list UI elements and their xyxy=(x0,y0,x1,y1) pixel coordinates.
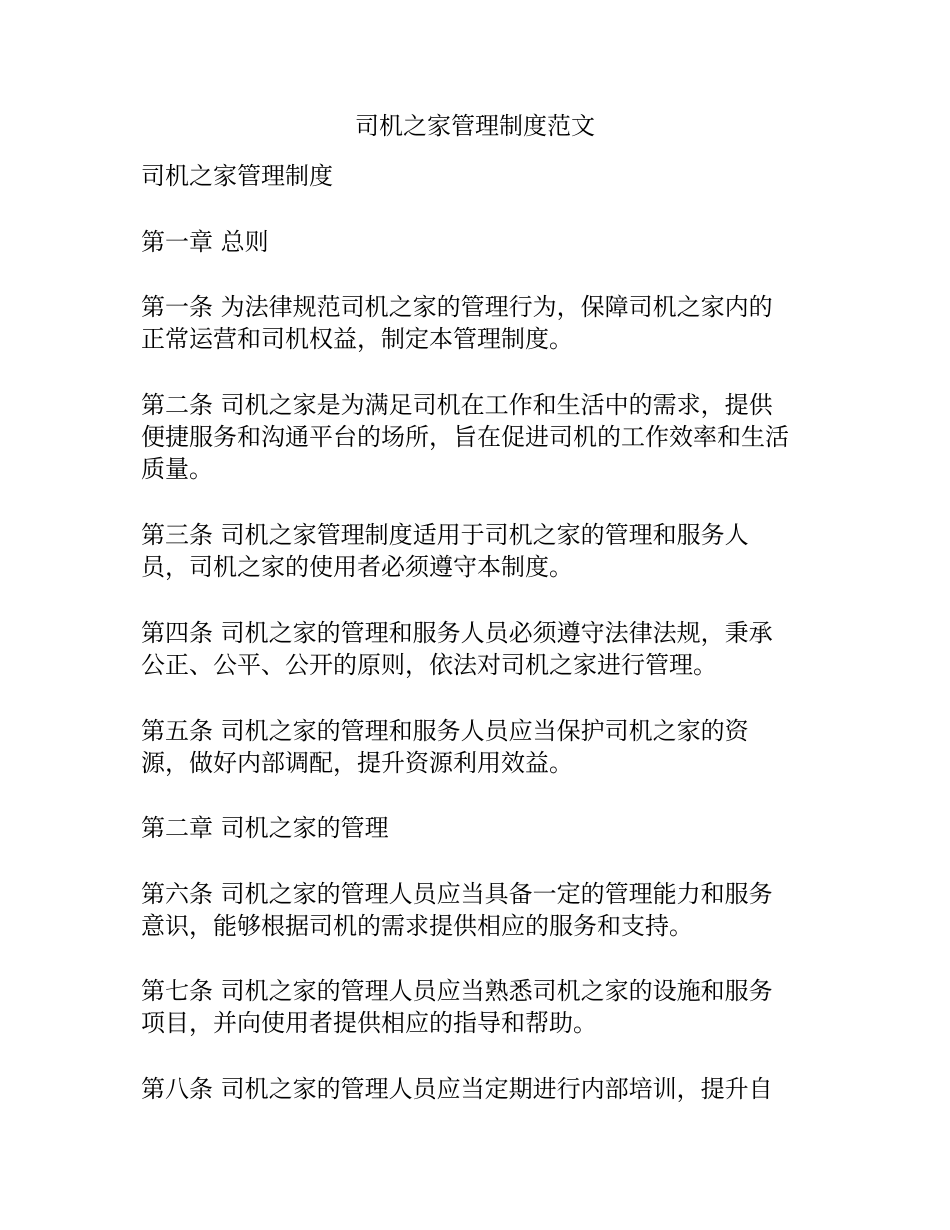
text-line: 司机之家管理制度 xyxy=(141,162,333,190)
article-5 xyxy=(141,715,821,779)
text-line: 第二章 司机之家的管理 xyxy=(141,814,389,842)
text-line: 公正、公平、公开的原则，依法对司机之家进行管理。 xyxy=(141,651,717,679)
article-3 xyxy=(141,519,821,583)
text-line: 第五条 司机之家的管理和服务人员应当保护司机之家的资 xyxy=(141,717,749,745)
text-line: 源，做好内部调配，提升资源利用效益。 xyxy=(141,749,573,777)
article-2 xyxy=(141,389,821,485)
text-line: 第二条 司机之家是为满足司机在工作和生活中的需求，提供 xyxy=(141,391,773,419)
article-8 xyxy=(141,1073,821,1105)
text-line: 意识，能够根据司机的需求提供相应的服务和支持。 xyxy=(141,912,693,940)
chapter-2-heading xyxy=(141,812,821,844)
text-line: 项目，并向使用者提供相应的指导和帮助。 xyxy=(141,1009,597,1037)
text-line: 员，司机之家的使用者必须遵守本制度。 xyxy=(141,553,573,581)
article-7 xyxy=(141,975,821,1039)
text-line: 第四条 司机之家的管理和服务人员必须遵守法律法规，秉承 xyxy=(141,619,773,647)
text-line: 便捷服务和沟通平台的场所，旨在促进司机的工作效率和生活 xyxy=(141,423,789,451)
document-title: 司机之家管理制度范文 xyxy=(355,112,595,140)
article-6 xyxy=(141,878,821,942)
chapter-1-heading xyxy=(141,226,821,258)
text-line: 第七条 司机之家的管理人员应当熟悉司机之家的设施和服务 xyxy=(141,977,773,1005)
article-4 xyxy=(141,617,821,681)
text-line: 质量。 xyxy=(141,455,213,483)
heading-regulation xyxy=(141,160,821,192)
article-1 xyxy=(141,291,821,355)
text-line: 第一章 总则 xyxy=(141,228,269,256)
text-line: 第八条 司机之家的管理人员应当定期进行内部培训，提升自 xyxy=(141,1075,773,1103)
text-line: 第一条 为法律规范司机之家的管理行为，保障司机之家内的 xyxy=(141,293,773,321)
text-line: 第三条 司机之家管理制度适用于司机之家的管理和服务人 xyxy=(141,521,749,549)
text-line: 第六条 司机之家的管理人员应当具备一定的管理能力和服务 xyxy=(141,880,773,908)
text-line: 正常运营和司机权益，制定本管理制度。 xyxy=(141,325,573,353)
